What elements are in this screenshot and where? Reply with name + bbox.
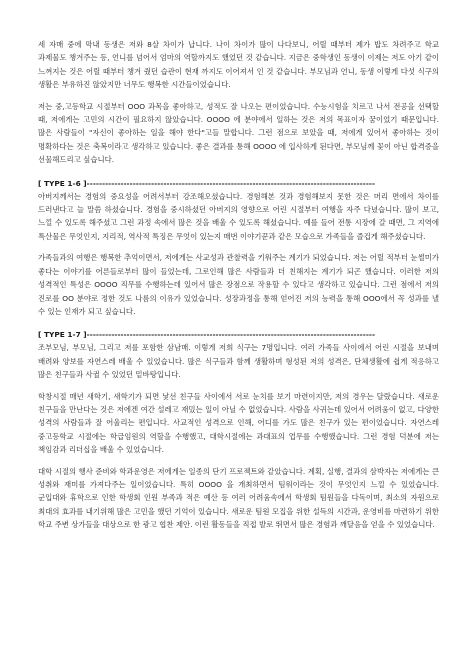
section-header-type-1-6: [ TYPE 1-6 ]---------------------------------------------------------------------------------------------- xyxy=(38,178,376,188)
section-header-type-1-7: [ TYPE 1-7 ]---------------------------------------------------------------------------------------------- xyxy=(38,330,376,340)
paragraph-family-travel: 가족들과의 여행은 행복한 추억이면서, 저에게는 사교성과 관찰력을 키워주는 계기가 되었습니다. 저는 어릴 적부터 눈썰미가 좋다는 이야기를 어른들로부터 많이 들었는데, 그로인해 많은 사람들과 더 친해지는 계기가 되곤 했습니다. 이러한 저의 성격적인 특성은 OOOO 직무를 수행하는데 있어서 많은 장점으로 작용할 수 있다고 생각하고 있습니다. 그런 점에서 저의 진로를 OO 분야로 정한 것도 나름의 이유가 있었습니다. 성장과정을 통해 얻어진 저의 능력을 통해 OOO에서 꼭 성과를 낼 수 있는 인재가 되고 싶습니다. xyxy=(38,253,439,316)
paragraph-father-experience: 아버지께서는 경험의 중요성을 어려서부터 강조해오셨습니다. 경험해본 것과 경험해보지 못한 것은 머리 면에서 차이를 드러낸다고 늘 말씀 하셨습니다. 경험을 중시하셨던 아버지의 영향으로 어린 시절부터 여행을 자주 다녔습니다. 많이 보고, 느낄 수 있도록 해주셨고 그런 과정 속에서 많은 것을 배울 수 있도록 해셨습니다. 예를 들어 전통 시장에 갈 때면, 그 지역에 특산물은 무엇인지, 지리적, 역사적 특징은 무엇이 있는지 매번 이야기꾼과 같은 모습으로 가족들을 즐겁게 해주셨습니다. xyxy=(38,191,439,241)
paragraph-family-members: 조부모님, 부모님, 그리고 저를 포함한 삼남매. 이렇게 저희 식구는 7명입니다. 여러 가족들 사이에서 어린 시절을 보내며 배려와 양보를 자연스레 배울 수 있었습니다. 많은 식구들과 함께 생활하며 형성된 저의 성격은, 단체생활에 쉽게 적응하고 많은 친구들과 사귈 수 있었던 밑바탕입니다. xyxy=(38,343,439,380)
paragraph-major-choice: 저는 중,고등학교 시절부터 OOO 과목을 좋아하고, 성적도 잘 나오는 편이었습니다. 수능시험을 치르고 나서 전공을 선택할 때, 저에게는 고민의 시간이 필요하지 않았습니다. OOOO 에 분야에서 일하는 것은 저의 목표이자 꿈이었기 때문입니다. 많은 사람들이 "자신이 좋아하는 일을 해야 한다"고들 말합니다. 그런 점으로 보았을 때, 저에게 있어서 좋아하는 것이 명확하다는 것은 축복이라고 생각하고 있습니다. 좋은 결과를 통해 OOOO 에 입사하게 된다면, 부모님께 꽃이 아닌 합격증을 선물해드리고 싶습니다. xyxy=(38,101,439,165)
document-page xyxy=(38,38,439,532)
paragraph-university-projects: 대학 시절의 행사 준비와 학과운영은 저에게는 일종의 단기 프로젝트와 같았습니다. 계획, 실행, 결과의 삼박자는 저에게는 큰 성취와 재미를 가져다주는 일이었습니다. 특히 OOOO 을 개최하면서 팀워이라는 것이 무엇인지 느낄 수 있었습니다. 군입대와 휴학으로 인한 학생회 인원 부족과 적은 예산 등 여러 어려움속에서 학생회 팀원들을 다독이며, 최소의 자원으로 최대의 효과를 내기위해 많은 고민을 했던 기억이 있습니다. 새로운 팀원 모집을 위한 설득의 시간과, 운영비를 마련하기 위한 학교 주변 상가들을 대상으로 한 광고 협찬 제안. 이런 활동들을 직접 발로 뛰면서 많은 경험과 깨달음을 얻을 수 있었습니다. xyxy=(38,466,439,530)
paragraph-school-life: 학창시절 매년 새학기, 새학기가 되면 낯선 친구들 사이에서 서로 눈치를 보기 마련이지만, 저의 경우는 달랐습니다. 새로운 친구들을 만난다는 것은 저에겐 여간 설레고 재밌는 일이 아닐 수 없었습니다. 사람을 사귀는데 있어서 어려움이 없고, 다양한 성격의 사람들과 잘 어울리는 편입니다. 사교적인 성격으로 인해, 어디를 가도 많은 친구가 있는 편이었습니다. 자연스레 중고등학교 시절에는 학급임원의 역할을 수행했고, 대학시절에는 과대표의 업무를 수행했습니다. 그런 경험 덕분에 저는 책임감과 리더십을 배울 수 있었습니다. xyxy=(38,391,439,455)
paragraph-family: 세 자매 중에 막내 동생은 저와 8살 차이가 납니다. 나이 차이가 많이 나다보니, 어릴 때부터 제가 밥도 차려주고 학교 과제물도 챙겨주는 등, 언니를 넘어서 엄마의 역할까지도 했었던 것 같습니다. 지금은 중학생인 동생이 이제는 저도 아기 같이 느껴지는 것은 어릴 때부터 챙겨 줬던 습관이 현재 까지도 이어져서 인 것 같습니다. 부모님과 언니, 동생 이렇게 다섯 식구의 생활은 부유하진 않았지만 너무도 행복한 시간들이었습니다. xyxy=(38,40,439,90)
